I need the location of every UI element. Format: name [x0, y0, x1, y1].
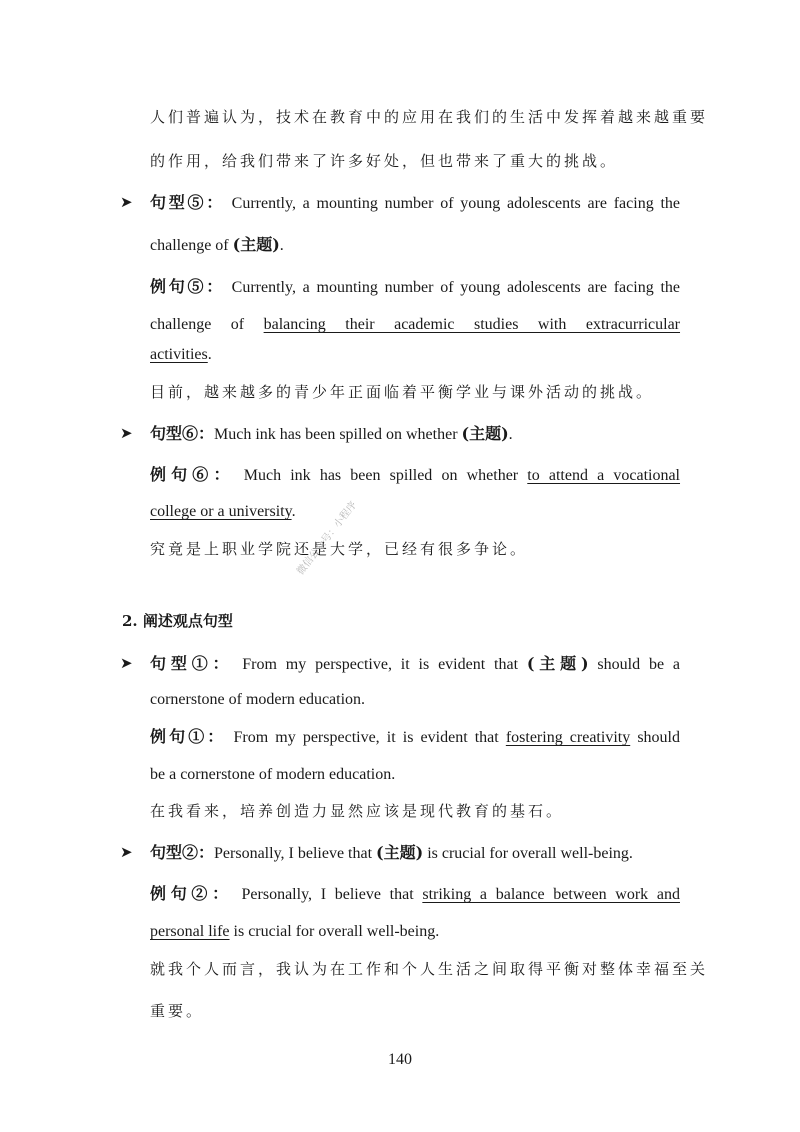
bullet-arrow-icon: ➤: [120, 195, 133, 211]
example-6-line-1: [150, 465, 680, 486]
example-label: 例句⑥：: [150, 465, 235, 484]
example-text: challenge of: [150, 316, 264, 333]
example-6-cn: 究竟是上职业学院还是大学，已经有很多争论。: [150, 540, 529, 558]
example-label: 例句②：: [150, 884, 233, 903]
example-label: 例句⑤：: [150, 277, 225, 296]
pattern-text: should be a: [597, 656, 680, 673]
pattern-1: [150, 654, 680, 675]
example-underlined: college or a university: [150, 503, 292, 520]
example-text: .: [207, 346, 212, 363]
example-underlined: fostering creativity: [505, 729, 631, 746]
example-5-line-2: [150, 315, 680, 335]
pattern-text: Currently, a mounting number of young adolescents are facing the: [231, 195, 680, 212]
pattern-text: .: [279, 237, 284, 254]
example-underlined: striking a balance between work and: [422, 886, 680, 903]
topic-placeholder: (主题): [461, 424, 509, 443]
example-text: From my perspective, it is evident that: [233, 729, 506, 746]
example-1-cn: 在我看来，培养创造力显然应该是现代教育的基石。: [150, 802, 565, 820]
example-5-line-3: [150, 345, 212, 365]
pattern-5-line-2: [150, 235, 284, 256]
page-number: 140: [388, 1051, 412, 1068]
example-underlined: personal life: [150, 923, 230, 940]
pattern-2: [150, 843, 633, 864]
pattern-1-line-2: cornerstone of modern education.: [150, 691, 366, 708]
pattern-text: Much ink has been spilled on whether: [214, 426, 462, 443]
example-6-line-2: [150, 502, 296, 522]
pattern-text: From my perspective, it is evident that: [242, 656, 527, 673]
watermark: 微信公众号：小程序: [295, 499, 360, 578]
example-5-line-1: [150, 277, 680, 298]
example-1-line-1: [150, 727, 680, 748]
topic-placeholder: (主题): [526, 654, 589, 673]
pattern-label: 句型⑤：: [150, 193, 225, 212]
example-text: Much ink has been spilled on whether: [243, 467, 528, 484]
pattern-label: 句型①：: [150, 654, 234, 673]
intro-cn-line-2: 的作用，给我们带来了许多好处，但也带来了重大的挑战。: [150, 152, 619, 170]
example-label: 例句①：: [150, 727, 227, 746]
example-text: Personally, I believe that: [241, 886, 423, 903]
example-text: is crucial for overall well-being.: [229, 923, 440, 940]
example-underlined: to attend a vocational: [527, 467, 681, 484]
example-2-line-1: [150, 884, 680, 905]
pattern-text: challenge of: [150, 237, 233, 254]
example-2-line-2: [150, 922, 439, 942]
bullet-arrow-icon: ➤: [120, 656, 133, 672]
example-text: .: [291, 503, 296, 520]
pattern-5: [150, 193, 680, 214]
pattern-label: 句型②：: [150, 843, 215, 862]
topic-placeholder: (主题): [232, 235, 280, 254]
example-underlined: balancing their academic studies with extracurricular: [263, 316, 681, 333]
intro-cn-line-1: 人们普遍认为，技术在教育中的应用在我们的生活中发挥着越来越重要: [150, 108, 709, 126]
bullet-arrow-icon: ➤: [120, 845, 133, 861]
section-heading: 2. 阐述观点句型: [122, 612, 233, 630]
example-text: should: [637, 729, 680, 746]
example-2-cn-line-1: 就我个人而言，我认为在工作和个人生活之间取得平衡对整体幸福至关: [150, 960, 709, 978]
pattern-text: Personally, I believe that: [214, 845, 377, 862]
example-text: Currently, a mounting number of young adolescents are facing the: [231, 279, 680, 296]
pattern-text: .: [508, 426, 513, 443]
topic-placeholder: (主题): [376, 843, 424, 862]
pattern-6: [150, 424, 513, 445]
bullet-arrow-icon: ➤: [120, 426, 133, 442]
example-2-cn-line-2: 重要。: [150, 1002, 205, 1020]
pattern-text: is crucial for overall well-being.: [423, 845, 633, 862]
example-1-line-2: be a cornerstone of modern education.: [150, 766, 396, 783]
example-5-cn: 目前，越来越多的青少年正面临着平衡学业与课外活动的挑战。: [150, 383, 655, 401]
example-underlined: activities: [150, 346, 208, 363]
pattern-label: 句型⑥：: [150, 424, 215, 443]
